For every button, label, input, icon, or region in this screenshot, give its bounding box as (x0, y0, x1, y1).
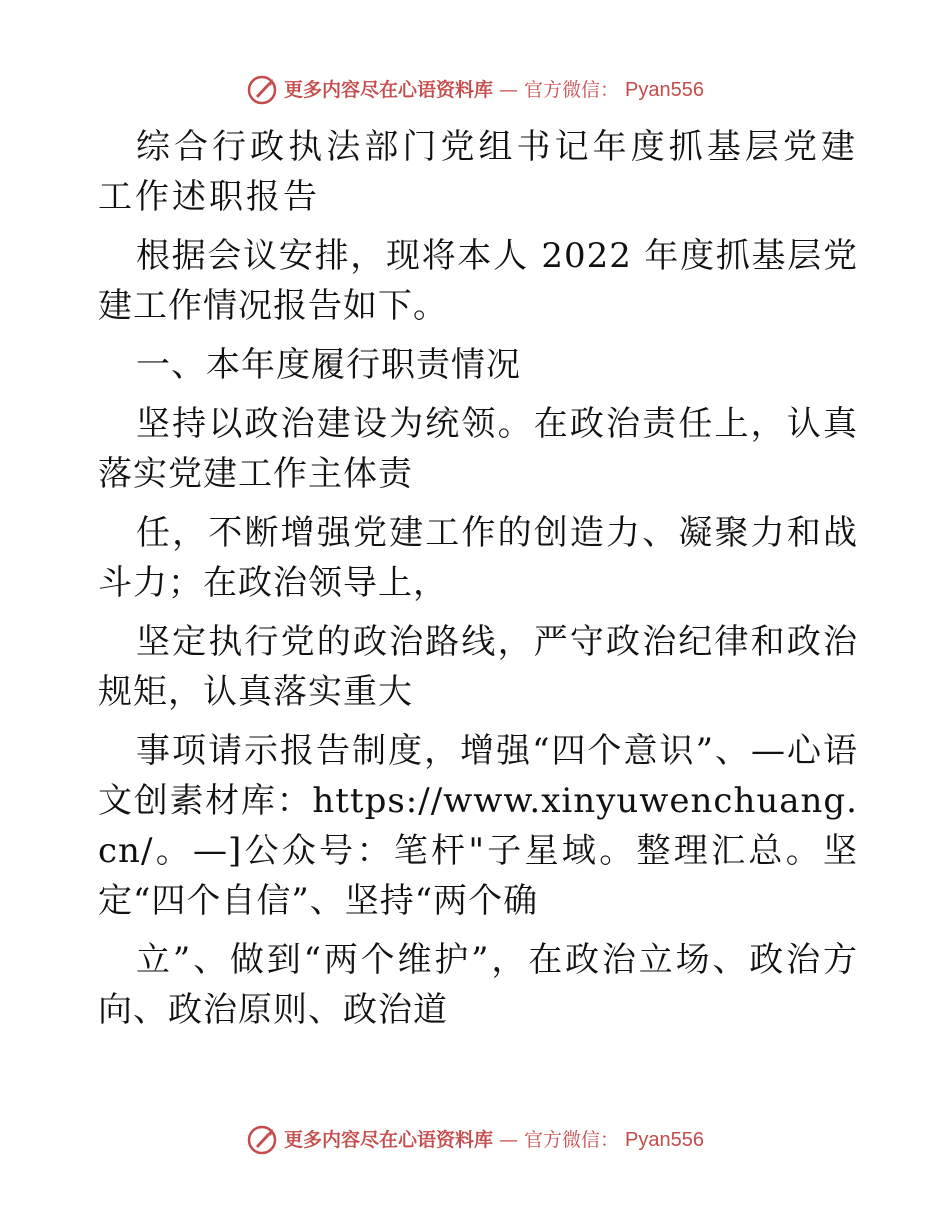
paragraph: 根据会议安排，现将本人 2022 年度抓基层党建工作情况报告如下。 (98, 236, 858, 326)
watermark-wechat-id: Pyan556 (625, 1129, 704, 1151)
watermark-title: 更多内容尽在心语资料库 (284, 1128, 494, 1151)
document-body (98, 122, 858, 1044)
section-heading: 一、本年度履行职责情况 (136, 345, 521, 385)
watermark-wechat-id: Pyan556 (625, 79, 704, 101)
watermark-wechat-label: 官方微信： (524, 78, 620, 101)
paragraph: 坚持以政治建设为统领。在政治责任上，认真落实党建工作主体责 (98, 404, 858, 494)
quill-pen-logo-icon (246, 1124, 278, 1156)
watermark-separator: — (499, 1128, 519, 1151)
watermark-wechat-label: 官方微信： (524, 1128, 620, 1151)
quill-pen-logo-icon (246, 74, 278, 106)
document-title: 综合行政执法部门党组书记年度抓基层党建工作述职报告 (98, 127, 858, 217)
watermark-title: 更多内容尽在心语资料库 (284, 78, 494, 101)
watermark-separator: — (499, 78, 519, 101)
paragraph: 任，不断增强党建工作的创造力、凝聚力和战斗力；在政治领导上， (98, 513, 858, 603)
paragraph: 坚定执行党的政治路线，严守政治纪律和政治规矩，认真落实重大 (98, 622, 858, 712)
header-watermark (0, 70, 950, 110)
footer-watermark (0, 1120, 950, 1160)
paragraph: 立”、做到“两个维护”，在政治立场、政治方向、政治原则、政治道 (98, 940, 858, 1030)
paragraph: 事项请示报告制度，增强“四个意识”、—心语文创素材库：https://www.xinyuwenchuang.cn/。—]公众号：笔杆"子星域。整理汇总。坚定“四个自信”、坚持“两个确 (98, 731, 858, 921)
